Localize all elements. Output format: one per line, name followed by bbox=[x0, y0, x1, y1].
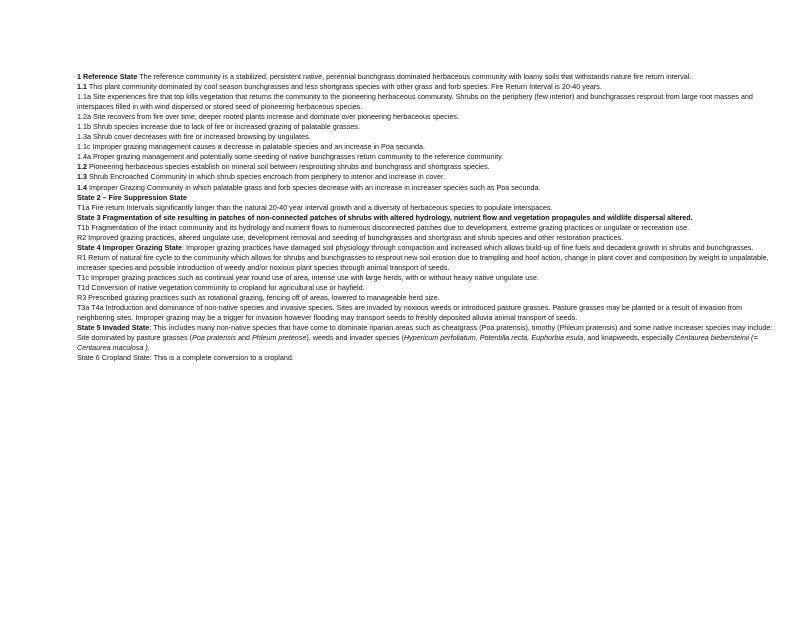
body-text: Shrub Encroached Community in which shrub species encroach from periphery to interior and increase in cover. bbox=[87, 172, 445, 182]
body-text: R2 Improved grazing practices, altered ungulate use, development removal and seeding of bunchgrasses and shortgrass and shrub species and other restoration practices. bbox=[77, 232, 624, 242]
body-text: 1.1a Site experiences fire that top kills vegetation that returns the community to the pioneering herbaceous community. Shrubs on the periphery (few interior) and bunchgrasses resprout from large root masses and interspaces filled in with wind dispersed or stored seed of pioneering herbaceous species. bbox=[77, 92, 753, 112]
paragraph bbox=[77, 273, 777, 283]
body-text: R1 Return of natural fire cycle to the community which allows for shrubs and bunchgrasses to resprout new soil erosion due to trampling and hoof action, change in plant cover and composition by weight to unpalatable, increaser species and possible introduction of weedy and/or noxious plant species through animal transport of seeds. bbox=[77, 252, 769, 272]
paragraph bbox=[77, 72, 777, 82]
paragraph bbox=[77, 293, 777, 303]
heading-text: 1 Reference State bbox=[77, 72, 138, 81]
body-text: T1b Fragmentation of the intact community and its hydrology and nutrient flows to numerous disconnected patches due to development, extreme grazing practices or ungulate or recreation use. bbox=[77, 222, 690, 232]
paragraph bbox=[77, 122, 777, 132]
paragraph bbox=[77, 162, 777, 172]
paragraph bbox=[77, 213, 777, 223]
species-name: Poa pratensis bbox=[192, 333, 237, 343]
heading-text: 1.1 bbox=[77, 82, 87, 92]
species-name: Phleum pretense bbox=[252, 333, 307, 343]
paragraph bbox=[77, 303, 777, 323]
body-text: 1.3a Shrub cover decreases with fire or increased browsing by ungulates. bbox=[77, 132, 311, 142]
paragraph bbox=[77, 112, 777, 122]
heading-text: 1.3 bbox=[77, 172, 87, 182]
body-text: 1.4a Proper grazing management and potentially some seeding of native bunchgrasses return community to the reference community. bbox=[77, 152, 504, 162]
heading-text: 1.2 bbox=[77, 162, 87, 172]
species-name: Hypericum perfoliatum, Potentilla recta, Euphorbia esula bbox=[403, 333, 584, 343]
heading-text: State 2 – Fire Suppression State bbox=[77, 192, 187, 202]
body-text: 1.1b Shrub species increase due to lack of fire or increased grazing of palatable grasses. bbox=[77, 122, 360, 132]
body-text: Pioneering herbaceous species establish on mineral soil between resprouting shrubs and bunchgrass and shortgrass species. bbox=[87, 162, 490, 172]
paragraph bbox=[77, 152, 777, 162]
body-text: T1c Improper grazing practices such as continual year round use of area, intense use with large herds, with or without heavy native ungulate use. bbox=[77, 272, 539, 282]
paragraph bbox=[77, 283, 777, 293]
paragraph bbox=[77, 183, 777, 193]
paragraph bbox=[77, 323, 777, 353]
paragraph bbox=[77, 243, 777, 253]
paragraph bbox=[77, 253, 777, 273]
body-text: : This includes many non-native species that have come to dominate riparian areas such as cheatgrass (Poa pratensis), timothy (Phleum pratensis) and some native increaser species may include: Site dominated by pasture grasses ( bbox=[77, 323, 773, 343]
paragraph bbox=[77, 132, 777, 142]
body-text: , and knapweeds, especially bbox=[583, 333, 676, 343]
document-body bbox=[77, 72, 777, 363]
body-text: T3a T4a Introduction and dominance of non-native species and invasive species. Sites are invaded by noxious weeds or introduced pasture grasses. Pasture grasses may be planted or a result of invasion from neighboring sites. Improper grazing may be a trigger for invasion however flooding may transport seeds to freshly deposited alluvia animal transport of seeds. bbox=[77, 303, 743, 323]
body-text: Improper Grazing Community in which palatable grass and forb species decrease with an increase in increaser species such as Poa secunda. bbox=[87, 182, 541, 192]
paragraph bbox=[77, 92, 777, 112]
heading-text: 1.4 bbox=[77, 182, 87, 192]
heading-text: State 5 Invaded State bbox=[77, 323, 150, 333]
body-text: and bbox=[236, 333, 253, 343]
paragraph bbox=[77, 353, 777, 363]
body-text: ), weeds and invader species ( bbox=[306, 333, 404, 343]
species-name: Centaurea biebersteinii (= Centaurea maculosa ) bbox=[77, 333, 758, 353]
paragraph bbox=[77, 172, 777, 182]
paragraph bbox=[77, 233, 777, 243]
paragraph bbox=[77, 223, 777, 233]
body-text: 1.1c Improper grazing management causes a decrease in palatable species and an increase in Poa secunda. bbox=[77, 142, 426, 152]
body-text: : Improper grazing practices have damaged soil physiology through compaction and increased which allows build-up of fine fuels and decadent growth in shrubs and bunchgrasses. bbox=[182, 242, 754, 252]
body-text: 1.2a Site recovers from fire over time, deeper rooted plants increase and dominate over pioneering herbaceous species. bbox=[77, 112, 459, 122]
heading-text: State 3 Fragmentation of site resulting in patches of non-connected patches of shrubs with altered hydrology, nutrient flow and vegetation propagules and wildlife dispersal altered. bbox=[77, 212, 693, 222]
body-text: The reference community is a stabilized, persistent native, perennial bunchgrass dominated herbaceous community with loamy soils that withstands nature fire return interval. bbox=[137, 72, 692, 81]
body-text: T1d Conversion of native vegetation community to cropland for agricultural use or hayfield. bbox=[77, 282, 365, 292]
body-text: T1a Fire return Intervals significantly longer than the natural 20-40 year interval growth and a diversity of herbaceous species to populate interspaces. bbox=[77, 202, 553, 212]
body-text: R3 Prescribed grazing practices such as rotational grazing, fencing off of areas, lowered to manageable herd size. bbox=[77, 293, 440, 303]
body-text: State 6 Cropland State: This is a complete conversion to a cropland. bbox=[77, 353, 294, 363]
paragraph bbox=[77, 142, 777, 152]
paragraph bbox=[77, 82, 777, 92]
body-text: This plant community dominated by cool season bunchgrasses and less shortgrass species with other grass and forb species. Fire Return Interval is 20-40 years. bbox=[87, 82, 602, 92]
paragraph bbox=[77, 193, 777, 203]
heading-text: State 4 Improper Grazing State bbox=[77, 242, 183, 252]
body-text: . bbox=[147, 343, 150, 353]
paragraph bbox=[77, 203, 777, 213]
